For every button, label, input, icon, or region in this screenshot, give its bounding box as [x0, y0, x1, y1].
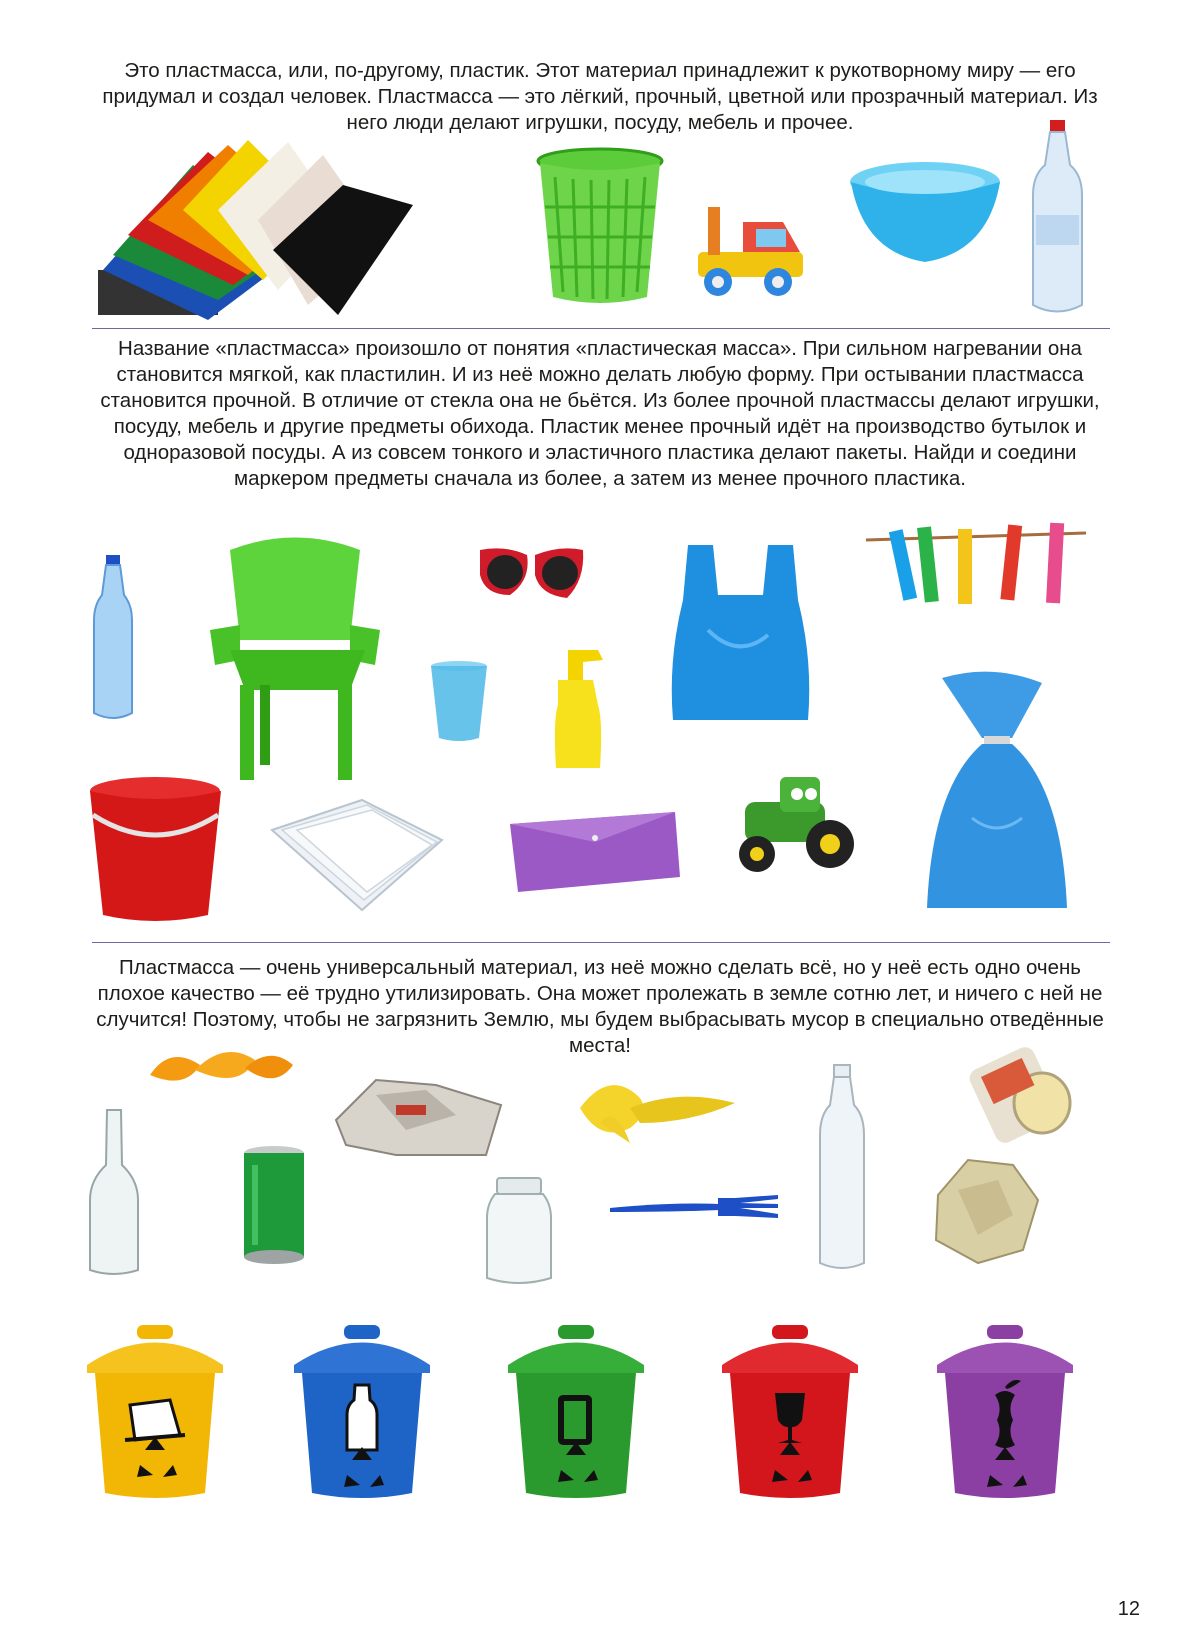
green-bin[interactable] — [506, 1325, 646, 1500]
banana-peel-image — [570, 1068, 738, 1148]
plastic-bowl-image — [848, 157, 1003, 267]
soda-can-image — [240, 1145, 308, 1265]
purple-bin[interactable] — [935, 1325, 1075, 1500]
orange-peel-image — [145, 1040, 295, 1098]
plastic-cup-image — [430, 660, 488, 742]
yellow-bin[interactable] — [85, 1325, 225, 1500]
section-divider — [92, 942, 1110, 943]
plastic-fork-image — [610, 1190, 778, 1224]
toy-tractor-image — [725, 772, 860, 877]
plastic-chair-image — [200, 530, 390, 785]
plastic-folder-image — [510, 812, 680, 892]
clothespins-image — [866, 515, 1086, 615]
trash-bag-image — [922, 668, 1070, 916]
glass-bottle-image — [88, 1110, 140, 1275]
plastic-sheets-image — [88, 140, 418, 320]
newspaper-image — [336, 1075, 504, 1160]
battery-icon — [558, 1395, 592, 1445]
red-bin[interactable] — [720, 1325, 860, 1500]
page-number: 12 — [1117, 1598, 1140, 1620]
sunglasses-image — [475, 540, 587, 602]
file-sleeves-image — [272, 800, 442, 910]
plastic-bag-image — [668, 540, 813, 725]
water-bottle-image — [1030, 120, 1085, 315]
tin-can-image — [970, 1045, 1080, 1155]
plastic-bottle-image — [92, 555, 134, 720]
glass-jar-image — [485, 1178, 553, 1286]
intro-paragraph: Это пластмасса, или, по-другому, пластик. Этот материал принадлежит к рукотворному миру — его придумал и создал человек. Пластмасса — это лёгкий, прочный, цветной или прозрачный материал. Из него люди делают игрушки, посуду, мебель и прочее. — [102, 59, 1098, 134]
plastic-origin-paragraph: Название «пластмасса» произошло от понятия «пластическая масса». При сильном нагревании она становится мягкой, как пластилин. И из неё можно делать любую форму. При остывании пластмасса становится прочной. В отличие от стекла она не бьётся. Из более прочной пластмассы делают игрушки, посуду, мебель и другие предметы обихода. Пластик менее прочный идёт на производство бутылок и одноразовой посуды. А из совсем тонкого и эластичного пластика делают пакеты. Найди и соедини маркером предметы сначала из более, а затем из менее прочного пластика. — [100, 337, 1100, 490]
plastic-bucket-image — [88, 775, 223, 925]
section-divider — [92, 328, 1110, 329]
wastebasket-image — [535, 147, 665, 307]
crumpled-paper-image — [928, 1155, 1040, 1265]
spray-bottle-image — [548, 650, 608, 770]
clear-bottle-image — [818, 1065, 866, 1270]
blue-bin[interactable] — [292, 1325, 432, 1500]
toy-truck-image — [688, 197, 813, 302]
recycling-paragraph: Пластмасса — очень универсальный материал, из неё можно сделать всё, но у неё есть одно очень плохое качество — её трудно утилизировать. Она может пролежать в земле сотню лет, и ничего с ней не случится! Поэтому, чтобы не загрязнить Землю, мы будем выбрасывать мусор в специально отведённые места! — [96, 956, 1104, 1057]
